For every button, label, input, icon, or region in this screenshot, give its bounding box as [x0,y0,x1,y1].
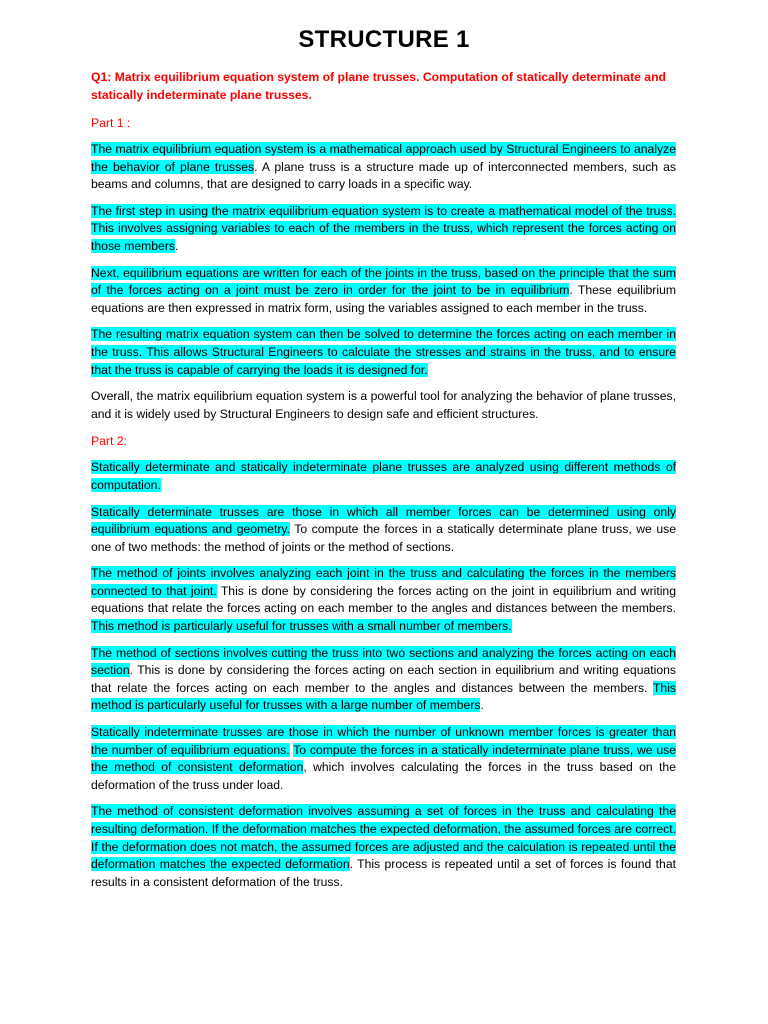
plain-text: . This is done by considering the forces acting on each section in equilibrium and writing equations that relate the forces acting on each member to the angles and distances between the members. [91,663,676,695]
part2-label: Part 2: [91,434,127,449]
paragraph-3 [91,265,676,318]
plain-text: To compute the forces in a statically determinate plane truss, we use one of two methods: the method of joints or the method of sections. [91,522,676,554]
highlighted-text: This method is particularly useful for trusses with a small number of members. [91,619,512,634]
plain-text: . This process is repeated until a set of forces is found that results in a consistent deformation of the truss. [91,857,676,889]
highlighted-text: The method of sections involves cutting the truss into two sections and analyzing the forces acting on each section [91,645,676,678]
highlighted-text: Statically indeterminate trusses are those in which the number of unknown member forces is greater than the number of equilibrium equations. [91,725,676,757]
paragraph-1 [91,141,676,194]
paragraph-10 [91,724,676,794]
paragraph-9 [91,645,676,715]
highlighted-text: To compute the forces in a statically indeterminate plane truss, we use the method of consistent deformation [91,742,676,775]
paragraph-5: Overall, the matrix equilibrium equation system is a powerful tool for analyzing the behavior of plane trusses, and it is widely used by Structural Engineers to design safe and efficient structures. [91,389,676,421]
highlighted-text: The method of joints involves analyzing each joint in the truss and calculating the forces in the members connected to that joint. [91,566,676,598]
paragraph-2 [91,203,676,256]
plain-text: . These equilibrium equations are then expressed in matrix form, using the variables assigned to each member in the truss. [91,283,677,315]
highlighted-text: Next, equilibrium equations are written for each of the joints in the truss, based on the principle that the sum of the forces acting on a joint must be zero in order for the joint to be in equilibrium [91,265,676,298]
highlighted-text: The first step in using the matrix equilibrium equation system is to create a mathematical model of the truss. This involves assigning variables to each of the members in the truss, which represent the forces acting on those members [91,203,676,253]
plain-text: This is done by considering the forces acting on the joint in equilibrium and writing equations that relate the forces acting on each member to the angles and distances between the members. [91,583,676,616]
highlighted-text: Statically determinate and statically indeterminate plane trusses are analyzed using different methods of computation. [91,460,676,492]
plain-text: . [480,698,484,713]
question-heading: Q1: Matrix equilibrium equation system of plane trusses. Computation of statically determinate and statically indeterminate plane trusses. [91,70,666,102]
paragraph-8 [91,565,676,635]
paragraph-7 [91,504,676,557]
highlighted-text: The method of consistent deformation involves assuming a set of forces in the truss and calculating the resulting deformation. If the deformation matches the expected deformation, the assumed forces are correct. If the deformation does not match, the assumed forces are adjusted and the calculation is repeated until the deformation matches the expected deformation [91,804,676,872]
plain-text: . [175,238,179,253]
document-body [91,68,676,900]
paragraph-4 [91,326,676,379]
paragraph-11 [91,803,676,891]
page-title: STRUCTURE 1 [298,26,470,53]
highlighted-text: The matrix equilibrium equation system is a mathematical approach used by Structural Engineers to analyze the behavior of plane trusses [91,142,676,174]
plain-text: , which involves calculating the forces in the truss based on the deformation of the truss under load. [91,760,676,792]
part1-label: Part 1 : [91,116,131,130]
highlighted-text: This method is particularly useful for trusses with a large number of members [91,680,676,713]
plain-text: . A plane truss is a structure made up of interconnected members, such as beams and columns, that are designed to carry loads in a specific way. [91,159,676,192]
paragraph-6 [91,459,676,494]
highlighted-text: The resulting matrix equation system can then be solved to determine the forces acting on each member in the truss. This allows Structural Engineers to calculate the stresses and strains in the truss, and to ensure that the truss is capable of carrying the loads it is designed for. [91,327,676,377]
highlighted-text: Statically determinate trusses are those in which all member forces can be determined using only equilibrium equations and geometry. [91,504,676,537]
